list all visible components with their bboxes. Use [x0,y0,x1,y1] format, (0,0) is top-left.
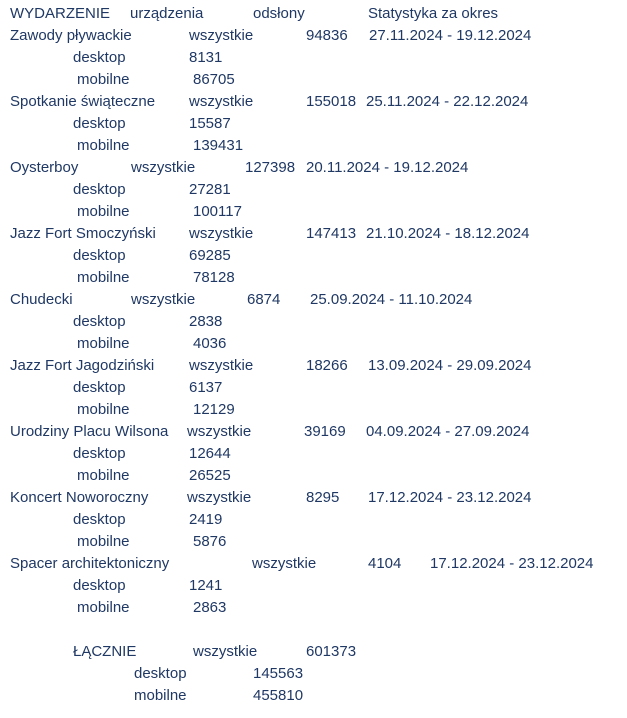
event-desktop-value: 69285 [189,247,231,264]
event-all-label: wszystkie [189,225,254,242]
event-all-label: wszystkie [252,555,317,572]
event-desktop-label: desktop [73,445,126,462]
event-all-value: 18266 [306,357,348,374]
event-all-value: 8295 [306,489,340,506]
event-period: 21.10.2024 - 18.12.2024 [366,225,530,242]
header-views: odsłony [253,5,305,22]
event-name: Koncert Noworoczny [10,489,149,506]
event-name: Oysterboy [10,159,79,176]
event-desktop-label: desktop [73,313,126,330]
event-name: Spotkanie świąteczne [10,93,156,110]
event-period: 17.12.2024 - 23.12.2024 [368,489,532,506]
event-name: Jazz Fort Smoczyński [10,225,156,242]
event-all-label: wszystkie [131,291,196,308]
event-mobile-label: mobilne [77,269,130,286]
event-desktop-label: desktop [73,181,126,198]
event-mobile-value: 2863 [193,599,227,616]
event-period: 04.09.2024 - 27.09.2024 [366,423,530,440]
event-name: Chudecki [10,291,73,308]
event-desktop-label: desktop [73,379,126,396]
event-all-label: wszystkie [189,357,254,374]
event-desktop-value: 15587 [189,115,231,132]
event-all-label: wszystkie [187,423,252,440]
event-mobile-label: mobilne [77,137,130,154]
event-period: 13.09.2024 - 29.09.2024 [368,357,532,374]
event-mobile-label: mobilne [77,533,130,550]
event-all-label: wszystkie [131,159,196,176]
event-desktop-value: 1241 [189,577,223,594]
event-period: 17.12.2024 - 23.12.2024 [430,555,594,572]
event-all-label: wszystkie [187,489,252,506]
event-period: 25.11.2024 - 22.12.2024 [366,93,529,110]
event-all-value: 155018 [306,93,357,110]
event-desktop-value: 2419 [189,511,223,528]
event-mobile-label: mobilne [77,599,130,616]
event-all-label: wszystkie [189,27,254,44]
total-all-label: wszystkie [193,643,258,660]
event-all-value: 94836 [306,27,348,44]
total-mobile-label: mobilne [134,687,187,704]
event-all-value: 147413 [306,225,357,242]
event-mobile-value: 78128 [193,269,235,286]
header-event: WYDARZENIE [10,5,111,22]
total-all-value: 601373 [306,643,357,660]
event-desktop-label: desktop [73,577,126,594]
event-period: 27.11.2024 - 19.12.2024 [369,27,532,44]
event-all-value: 39169 [304,423,346,440]
event-desktop-label: desktop [73,247,126,264]
event-name: Urodziny Placu Wilsona [10,423,169,440]
event-mobile-value: 5876 [193,533,227,550]
event-mobile-label: mobilne [77,335,130,352]
event-desktop-value: 12644 [189,445,231,462]
event-mobile-value: 86705 [193,71,235,88]
event-all-label: wszystkie [189,93,254,110]
event-all-value: 4104 [368,555,402,572]
event-mobile-label: mobilne [77,467,130,484]
header-period: Statystyka za okres [368,5,499,22]
event-desktop-label: desktop [73,511,126,528]
event-period: 25.09.2024 - 11.10.2024 [310,291,473,308]
total-mobile-value: 455810 [253,687,304,704]
event-period: 20.11.2024 - 19.12.2024 [306,159,469,176]
total-desktop-label: desktop [134,665,187,682]
event-mobile-label: mobilne [77,401,130,418]
event-all-value: 127398 [245,159,296,176]
event-desktop-value: 2838 [189,313,223,330]
event-desktop-value: 8131 [189,49,223,66]
header-devices: urządzenia [130,5,204,22]
event-mobile-value: 139431 [193,137,244,154]
event-mobile-value: 4036 [193,335,227,352]
event-desktop-label: desktop [73,115,126,132]
event-desktop-label: desktop [73,49,126,66]
event-all-value: 6874 [247,291,281,308]
total-label: ŁĄCZNIE [73,643,137,660]
event-name: Jazz Fort Jagodziński [10,357,155,374]
event-name: Spacer architektoniczny [10,555,170,572]
event-mobile-value: 12129 [193,401,235,418]
event-mobile-label: mobilne [77,71,130,88]
event-desktop-value: 27281 [189,181,231,198]
event-mobile-value: 100117 [193,203,242,220]
total-desktop-value: 145563 [253,665,304,682]
event-mobile-label: mobilne [77,203,130,220]
event-desktop-value: 6137 [189,379,223,396]
event-mobile-value: 26525 [189,467,231,484]
event-name: Zawody pływackie [10,27,132,44]
